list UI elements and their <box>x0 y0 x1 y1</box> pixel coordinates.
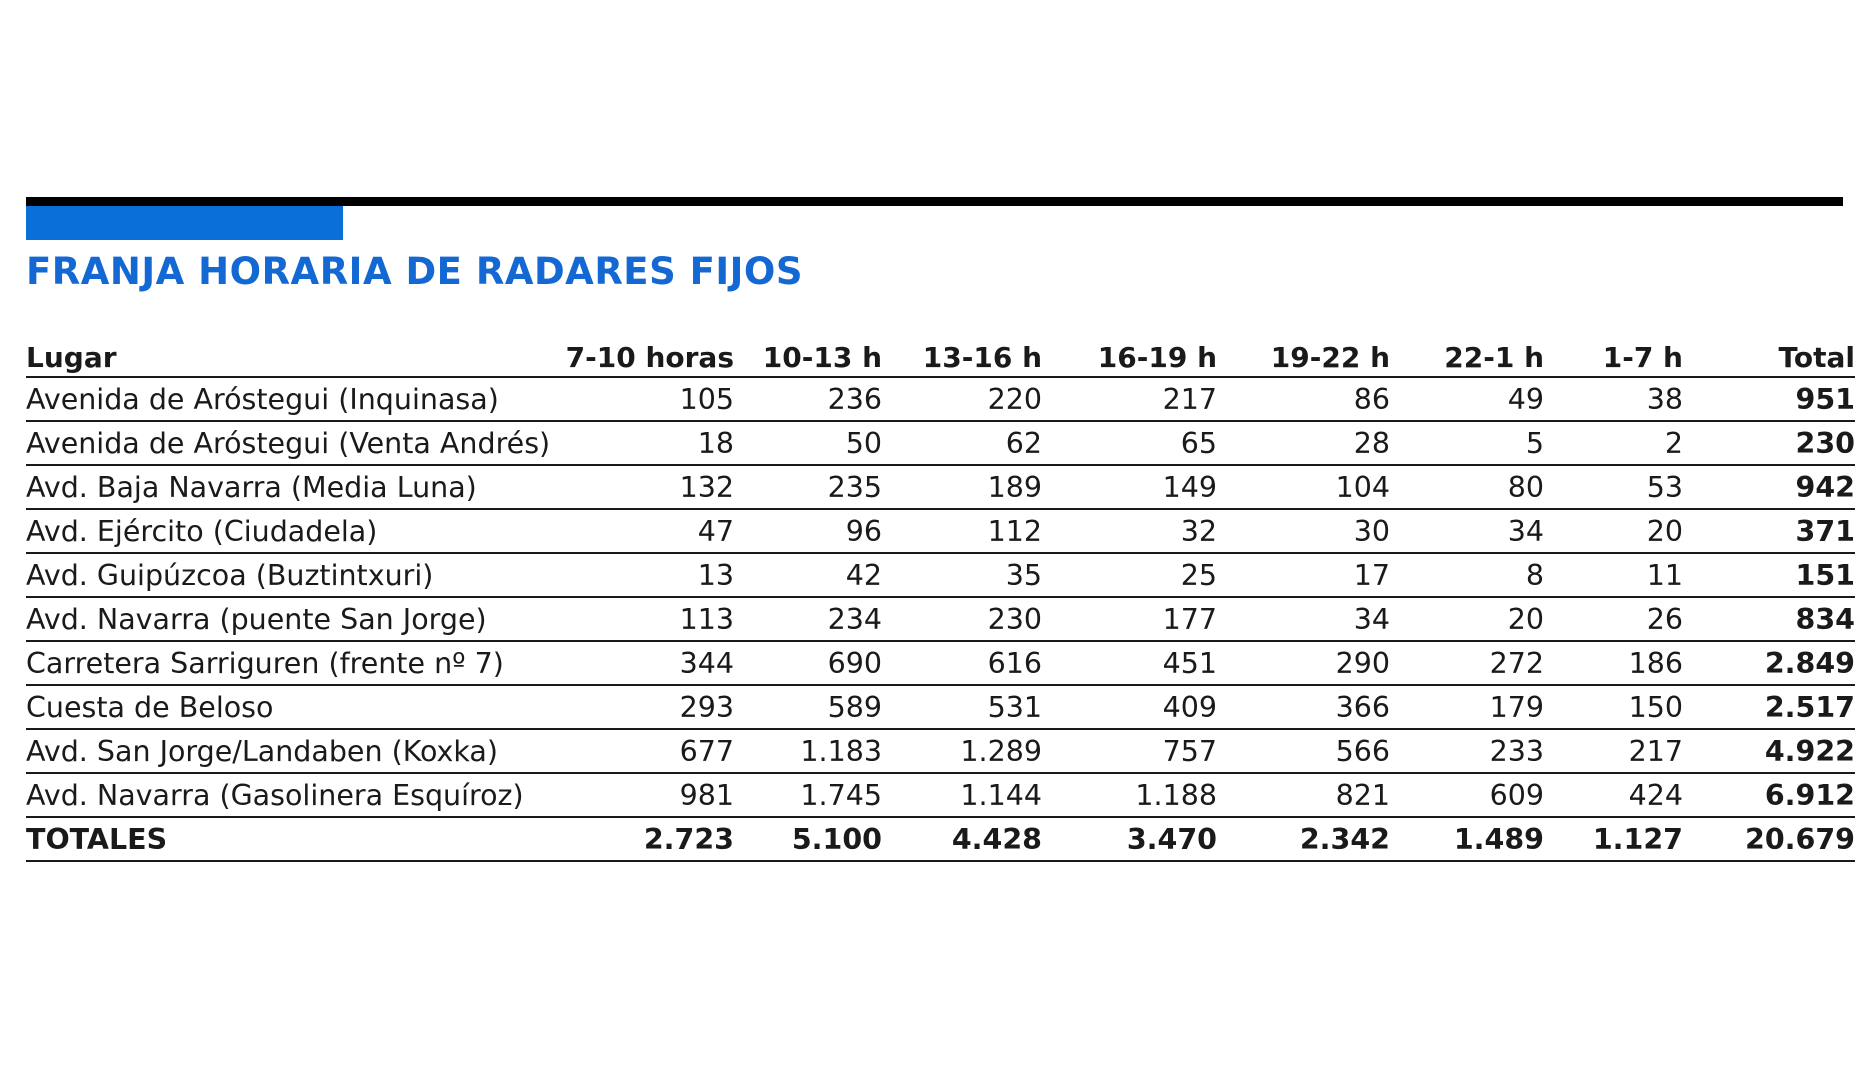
table-row <box>26 773 1855 817</box>
cell-place: Avd. San Jorge/Landaben (Koxka) <box>26 729 546 773</box>
totals-value-19-22: 2.342 <box>1217 817 1390 861</box>
cell-value-13-16: 62 <box>882 421 1042 465</box>
cell-value-16-19: 32 <box>1042 509 1217 553</box>
cell-value-7-10: 132 <box>546 465 734 509</box>
column-header-16-19: 16-19 h <box>1042 332 1217 377</box>
cell-value-13-16: 1.289 <box>882 729 1042 773</box>
cell-place: Avenida de Aróstegui (Inquinasa) <box>26 377 546 421</box>
cell-value-22-1: 272 <box>1390 641 1544 685</box>
cell-value-10-13: 50 <box>734 421 882 465</box>
column-header-10-13: 10-13 h <box>734 332 882 377</box>
cell-value-16-19: 217 <box>1042 377 1217 421</box>
cell-value-1-7: 20 <box>1544 509 1683 553</box>
cell-value-16-19: 25 <box>1042 553 1217 597</box>
cell-place: Avd. Guipúzcoa (Buztintxuri) <box>26 553 546 597</box>
table-row <box>26 553 1855 597</box>
cell-value-16-19: 149 <box>1042 465 1217 509</box>
cell-place: Cuesta de Beloso <box>26 685 546 729</box>
cell-value-22-1: 80 <box>1390 465 1544 509</box>
cell-total: 2.517 <box>1683 685 1855 729</box>
table-row <box>26 641 1855 685</box>
column-header-1-7: 1-7 h <box>1544 332 1683 377</box>
totals-total: 20.679 <box>1683 817 1855 861</box>
cell-value-10-13: 234 <box>734 597 882 641</box>
cell-value-10-13: 96 <box>734 509 882 553</box>
cell-value-16-19: 757 <box>1042 729 1217 773</box>
cell-value-16-19: 65 <box>1042 421 1217 465</box>
cell-place: Avd. Navarra (puente San Jorge) <box>26 597 546 641</box>
cell-value-16-19: 409 <box>1042 685 1217 729</box>
cell-value-7-10: 677 <box>546 729 734 773</box>
cell-total: 4.922 <box>1683 729 1855 773</box>
column-header-13-16: 13-16 h <box>882 332 1042 377</box>
cell-total: 942 <box>1683 465 1855 509</box>
column-header-19-22: 19-22 h <box>1217 332 1390 377</box>
cell-place: Avenida de Aróstegui (Venta Andrés) <box>26 421 546 465</box>
cell-value-22-1: 34 <box>1390 509 1544 553</box>
cell-value-19-22: 366 <box>1217 685 1390 729</box>
cell-value-19-22: 104 <box>1217 465 1390 509</box>
cell-value-22-1: 233 <box>1390 729 1544 773</box>
cell-place: Avd. Baja Navarra (Media Luna) <box>26 465 546 509</box>
cell-value-10-13: 235 <box>734 465 882 509</box>
cell-value-1-7: 38 <box>1544 377 1683 421</box>
cell-place: Carretera Sarriguren (frente nº 7) <box>26 641 546 685</box>
cell-total: 151 <box>1683 553 1855 597</box>
cell-value-22-1: 8 <box>1390 553 1544 597</box>
cell-value-10-13: 589 <box>734 685 882 729</box>
cell-value-7-10: 113 <box>546 597 734 641</box>
table-row <box>26 465 1855 509</box>
table-row <box>26 509 1855 553</box>
cell-value-16-19: 451 <box>1042 641 1217 685</box>
cell-value-7-10: 981 <box>546 773 734 817</box>
cell-value-10-13: 690 <box>734 641 882 685</box>
totals-value-22-1: 1.489 <box>1390 817 1544 861</box>
totals-value-10-13: 5.100 <box>734 817 882 861</box>
cell-value-13-16: 616 <box>882 641 1042 685</box>
cell-value-22-1: 179 <box>1390 685 1544 729</box>
cell-value-7-10: 344 <box>546 641 734 685</box>
cell-place: Avd. Navarra (Gasolinera Esquíroz) <box>26 773 546 817</box>
column-header-22-1: 22-1 h <box>1390 332 1544 377</box>
totals-value-13-16: 4.428 <box>882 817 1042 861</box>
totals-value-1-7: 1.127 <box>1544 817 1683 861</box>
cell-value-16-19: 177 <box>1042 597 1217 641</box>
cell-value-22-1: 609 <box>1390 773 1544 817</box>
cell-value-10-13: 1.745 <box>734 773 882 817</box>
top-rule <box>26 197 1843 206</box>
cell-value-1-7: 150 <box>1544 685 1683 729</box>
chart-title: FRANJA HORARIA DE RADARES FIJOS <box>26 250 804 293</box>
cell-value-16-19: 1.188 <box>1042 773 1217 817</box>
column-header-7-10: 7-10 horas <box>546 332 734 377</box>
table-row <box>26 597 1855 641</box>
cell-value-19-22: 28 <box>1217 421 1390 465</box>
cell-total: 834 <box>1683 597 1855 641</box>
cell-value-13-16: 189 <box>882 465 1042 509</box>
cell-value-19-22: 821 <box>1217 773 1390 817</box>
cell-value-1-7: 424 <box>1544 773 1683 817</box>
accent-bar <box>26 206 343 240</box>
cell-total: 951 <box>1683 377 1855 421</box>
cell-value-13-16: 1.144 <box>882 773 1042 817</box>
cell-value-19-22: 290 <box>1217 641 1390 685</box>
cell-value-1-7: 217 <box>1544 729 1683 773</box>
header-row <box>26 332 1855 377</box>
cell-place: Avd. Ejército (Ciudadela) <box>26 509 546 553</box>
cell-value-10-13: 42 <box>734 553 882 597</box>
totals-row <box>26 817 1855 861</box>
table-row <box>26 685 1855 729</box>
column-header-total: Total <box>1683 332 1855 377</box>
cell-value-13-16: 35 <box>882 553 1042 597</box>
cell-value-22-1: 49 <box>1390 377 1544 421</box>
cell-value-19-22: 17 <box>1217 553 1390 597</box>
cell-value-1-7: 186 <box>1544 641 1683 685</box>
cell-value-22-1: 20 <box>1390 597 1544 641</box>
cell-value-7-10: 18 <box>546 421 734 465</box>
cell-total: 2.849 <box>1683 641 1855 685</box>
radar-table <box>26 332 1855 862</box>
cell-value-13-16: 112 <box>882 509 1042 553</box>
cell-value-1-7: 2 <box>1544 421 1683 465</box>
cell-total: 6.912 <box>1683 773 1855 817</box>
table-body <box>26 377 1855 861</box>
cell-total: 371 <box>1683 509 1855 553</box>
table-row <box>26 421 1855 465</box>
cell-value-19-22: 34 <box>1217 597 1390 641</box>
cell-value-1-7: 53 <box>1544 465 1683 509</box>
cell-value-13-16: 230 <box>882 597 1042 641</box>
cell-value-10-13: 1.183 <box>734 729 882 773</box>
table-row <box>26 729 1855 773</box>
cell-value-19-22: 86 <box>1217 377 1390 421</box>
column-header-place: Lugar <box>26 332 546 377</box>
cell-value-22-1: 5 <box>1390 421 1544 465</box>
table-row <box>26 377 1855 421</box>
cell-value-19-22: 566 <box>1217 729 1390 773</box>
totals-place: TOTALES <box>26 817 546 861</box>
cell-value-7-10: 13 <box>546 553 734 597</box>
cell-value-7-10: 47 <box>546 509 734 553</box>
totals-value-16-19: 3.470 <box>1042 817 1217 861</box>
cell-value-1-7: 26 <box>1544 597 1683 641</box>
cell-value-19-22: 30 <box>1217 509 1390 553</box>
cell-value-7-10: 293 <box>546 685 734 729</box>
totals-value-7-10: 2.723 <box>546 817 734 861</box>
cell-value-13-16: 220 <box>882 377 1042 421</box>
cell-value-7-10: 105 <box>546 377 734 421</box>
cell-value-13-16: 531 <box>882 685 1042 729</box>
cell-value-10-13: 236 <box>734 377 882 421</box>
cell-value-1-7: 11 <box>1544 553 1683 597</box>
cell-total: 230 <box>1683 421 1855 465</box>
